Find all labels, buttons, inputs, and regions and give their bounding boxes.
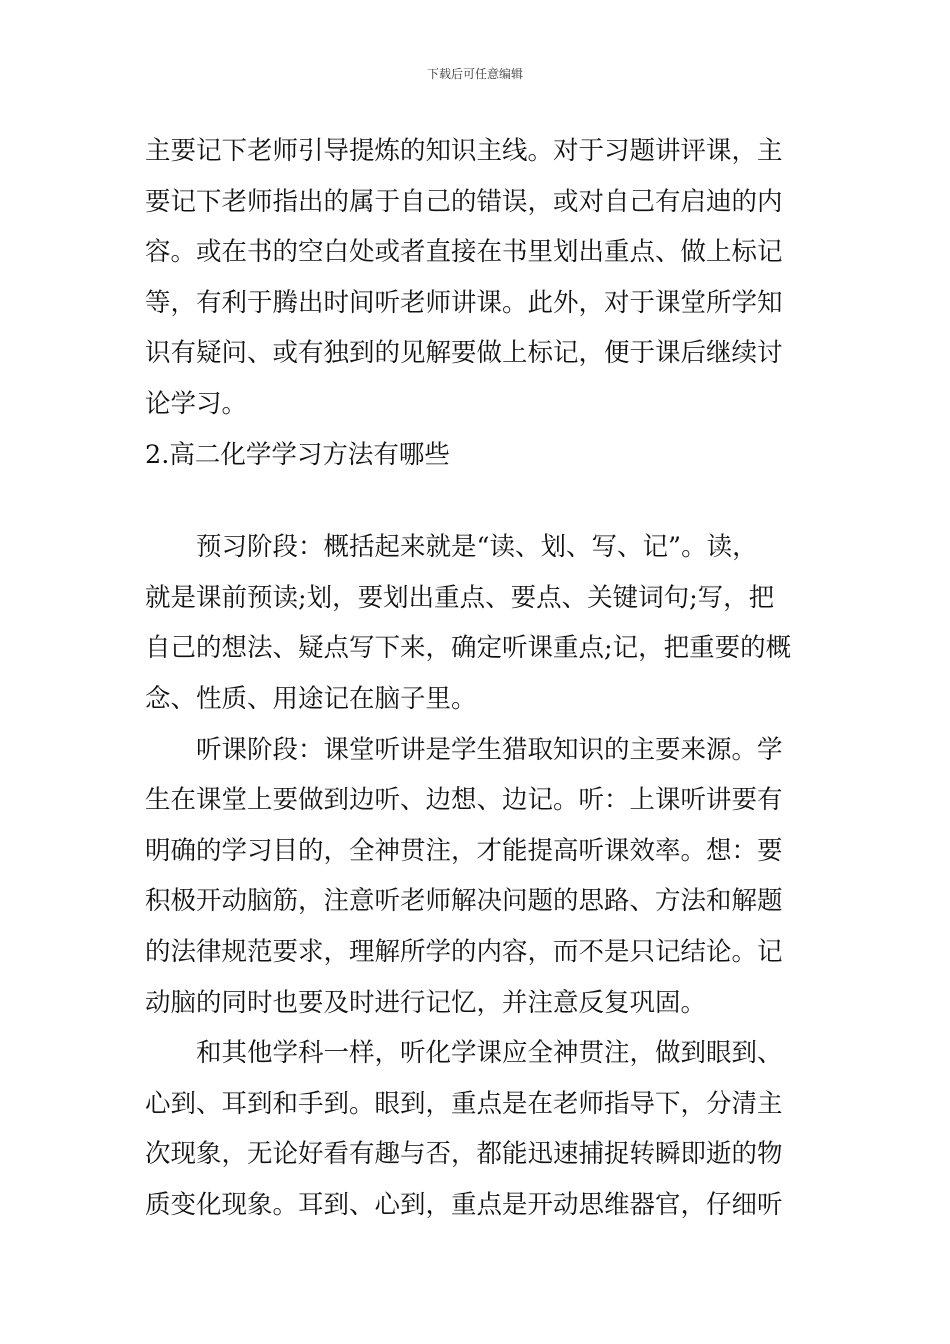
text-line: 积极开动脑筋，注意听老师解决问题的思路、方法和解题 <box>145 886 783 917</box>
text-line: 论学习。 <box>145 388 248 419</box>
page-header: 下载后可任意编辑 <box>426 67 523 81</box>
text-line: 念、性质、用途记在脑子里。 <box>145 683 477 714</box>
text-line: 预习阶段：概括起来就是“读、划、写、记”。读， <box>145 532 758 563</box>
paragraph-note-taking <box>145 126 810 430</box>
section-spacer <box>145 480 810 522</box>
section-heading: 2.高二化学学习方法有哪些 <box>145 439 450 470</box>
text-line: 心到、耳到和手到。眼到，重点是在老师指导下，分清主 <box>145 1088 783 1119</box>
text-line: 和其他学科一样，听化学课应全神贯注，做到眼到、 <box>145 1038 783 1069</box>
text-line: 要记下老师指出的属于自己的错误，或对自己有启迪的内 <box>145 186 783 217</box>
text-line: 容。或在书的空白处或者直接在书里划出重点、做上标记 <box>145 237 783 268</box>
text-line: 听课阶段：课堂听讲是学生猎取知识的主要来源。学 <box>145 734 783 765</box>
text-line: 就是课前预读;划，要划出重点、要点、关键词句;写，把 <box>145 582 775 613</box>
text-line: 主要记下老师引导提炼的知识主线。对于习题讲评课，主 <box>145 136 783 166</box>
paragraph-study-methods <box>145 522 810 1230</box>
text-line: 识有疑问、或有独到的见解要做上标记，便于课后继续讨 <box>145 338 783 369</box>
text-line: 自己的想法、疑点写下来，确定听课重点;记，把重要的概 <box>145 633 792 664</box>
text-line: 生在课堂上要做到边听、边想、边记。听：上课听讲要有 <box>145 785 783 816</box>
document-body <box>145 126 810 1230</box>
text-line: 质变化现象。耳到、心到，重点是开动思维器官，仔细听 <box>145 1189 783 1220</box>
text-line: 次现象，无论好看有趣与否，都能迅速捕捉转瞬即逝的物 <box>145 1139 783 1170</box>
text-line: 动脑的同时也要及时进行记忆，并注意反复巩固。 <box>145 987 707 1018</box>
text-line: 等，有利于腾出时间听老师讲课。此外，对于课堂所学知 <box>145 287 783 318</box>
text-line: 明确的学习目的，全神贯注，才能提高听课效率。想：要 <box>145 835 783 866</box>
text-line: 的法律规范要求，理解所学的内容，而不是只记结论。记 <box>145 936 783 967</box>
